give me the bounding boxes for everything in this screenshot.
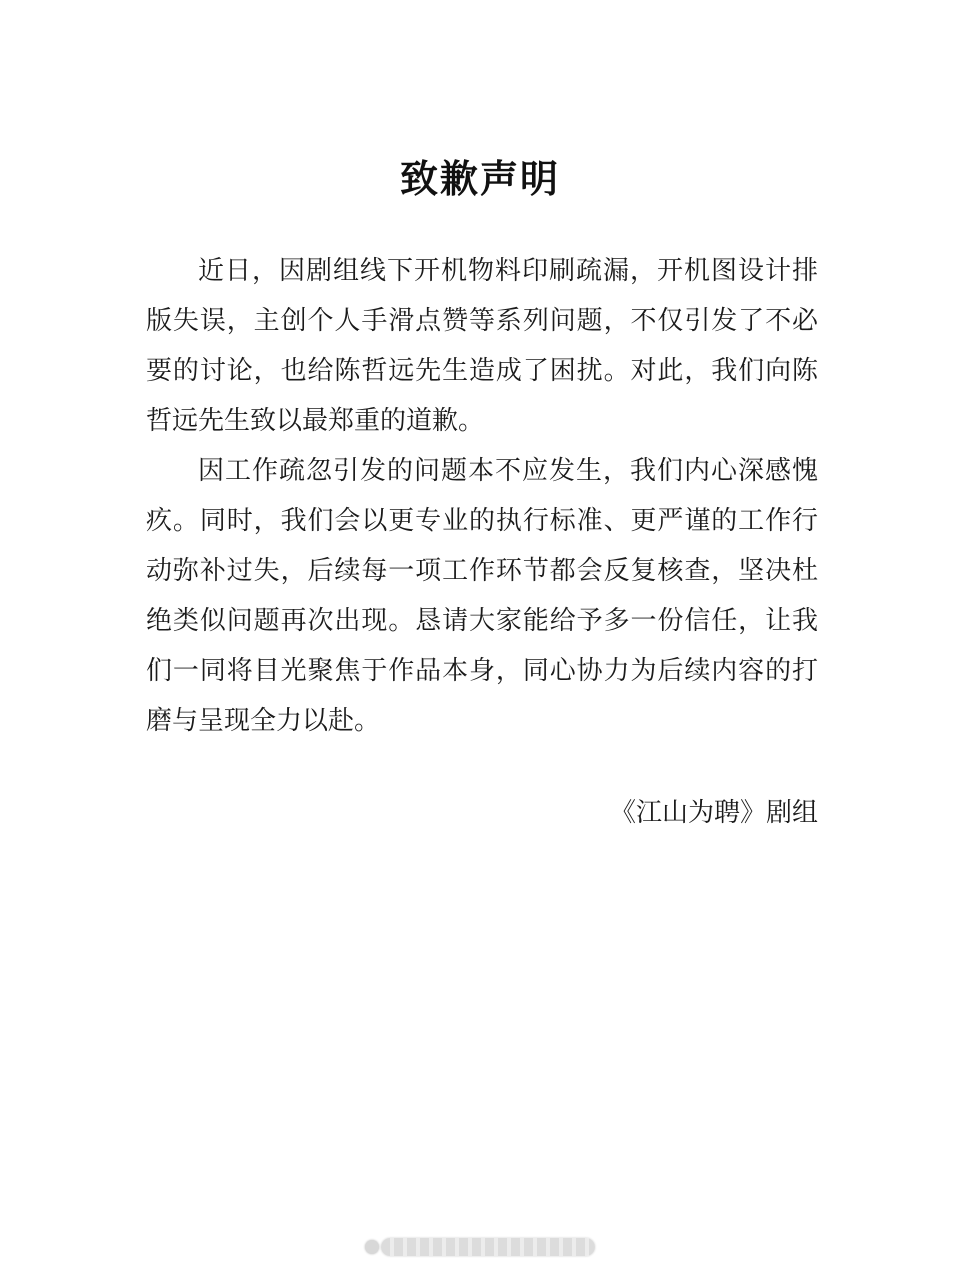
blurred-watermark — [365, 1234, 595, 1260]
paragraph-1: 近日，因剧组线下开机物料印刷疏漏，开机图设计排版失误，主创个人手滑点赞等系列问题，不仅引发了不必要的讨论，也给陈哲远先生造成了困扰。对此，我们向陈哲远先生致以最郑重的道歉。 — [146, 256, 818, 436]
signature: 《江山为聘》剧组 — [609, 798, 818, 828]
page-title: 致歉声明 — [399, 157, 560, 201]
statement-body — [146, 246, 818, 746]
watermark-dot-icon — [365, 1240, 379, 1254]
watermark-bar — [381, 1238, 595, 1256]
paragraph-2: 因工作疏忽引发的问题本不应发生，我们内心深感愧疚。同时，我们会以更专业的执行标准、更严谨的工作行动弥补过失，后续每一项工作环节都会反复核查，坚决杜绝类似问题再次出现。恳请大家能给予多一份信任，让我们一同将目光聚焦于作品本身，同心协力为后续内容的打磨与呈现全力以赴。 — [146, 456, 818, 736]
